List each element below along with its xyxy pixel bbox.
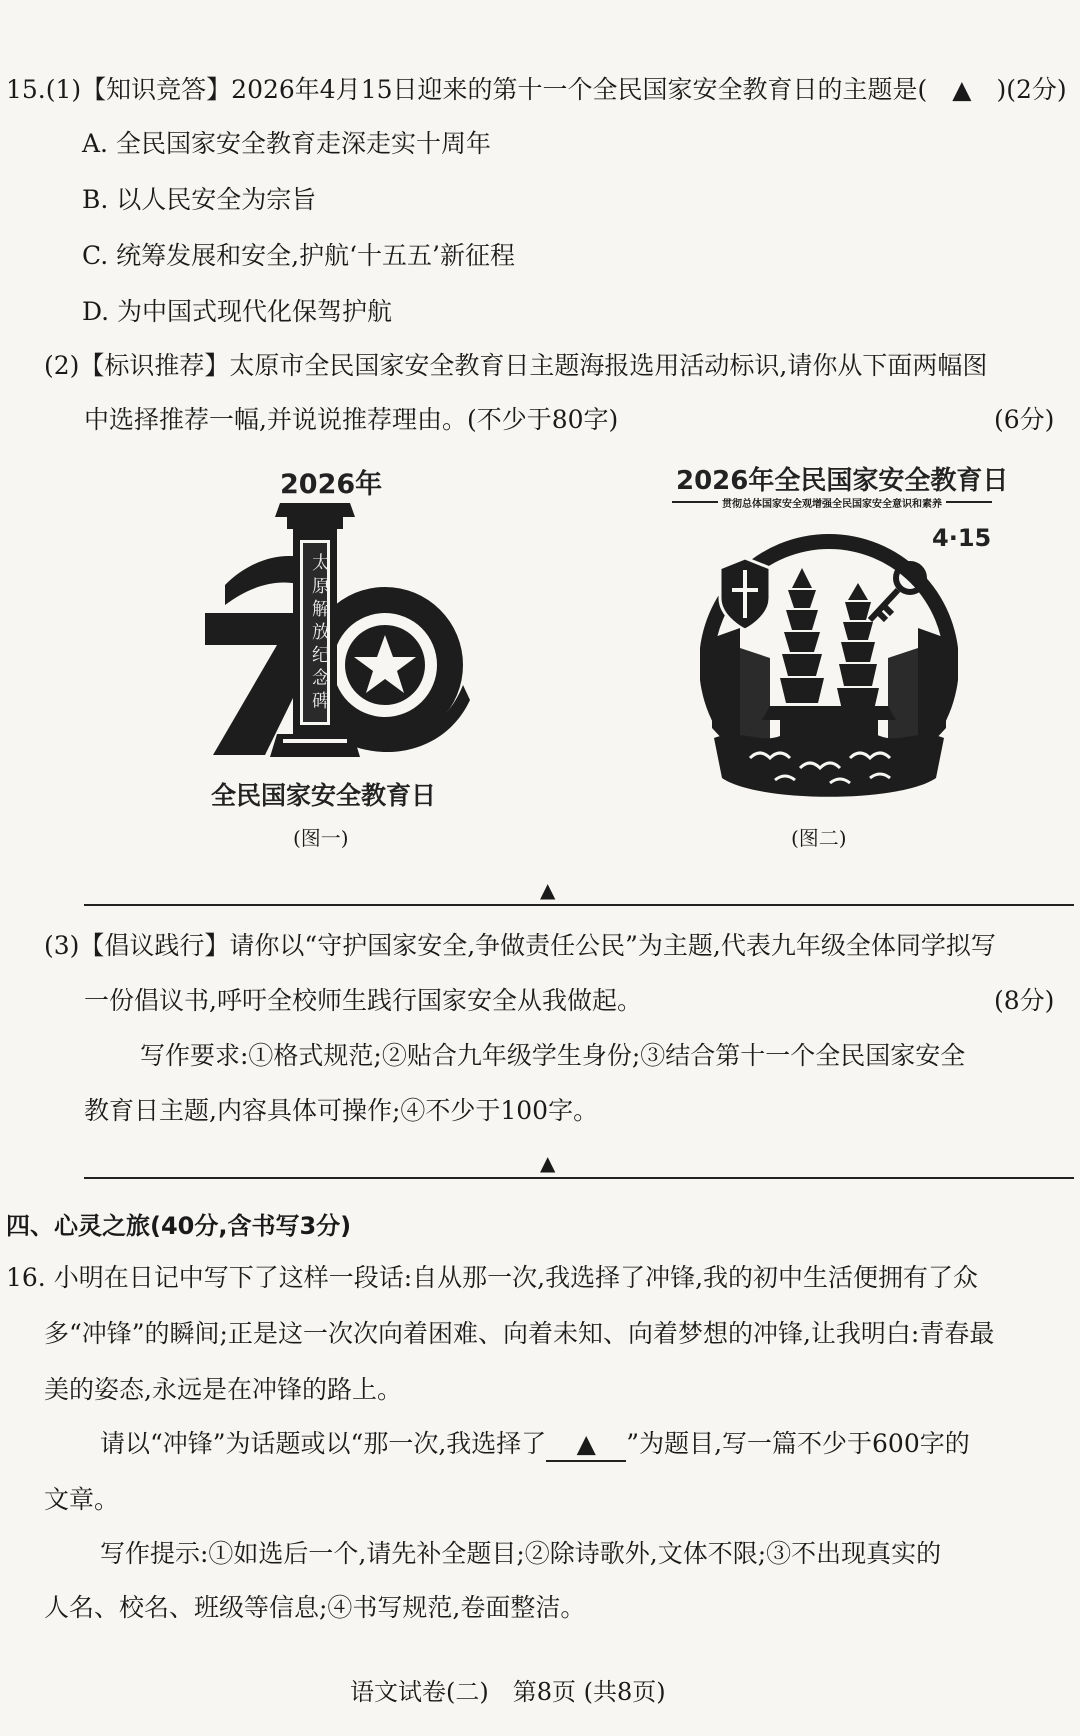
answer-mark-1: ▲ [540,878,556,902]
answer-line-1 [84,904,1074,906]
fig2-emblem-graphic [700,528,958,800]
fig2-date: 4·15 [932,524,992,552]
q15-part2-line1: (2)【标识推荐】太原市全民国家安全教育日主题海报选用活动标识,请你从下面两幅图 [44,351,988,380]
page-footer: 语文试卷(二) 第8页 (共8页) [350,1678,666,1706]
q16-prompt-a: 请以“冲锋”为话题或以“那一次,我选择了 [100,1429,547,1458]
q16-line3: 美的姿态,永远是在冲锋的路上。 [44,1375,402,1404]
q15-stem: 15.(1)【知识竞答】2026年4月15日迎来的第十一个全民国家安全教育日的主题是( ▲ )(2分) [6,75,1067,104]
fig2-caption: (图二) [791,826,847,850]
fig1-bottom-title: 全民国家安全教育日 [211,781,437,810]
q15-part2-line2: 中选择推荐一幅,并说说推荐理由。(不少于80字) [84,405,619,434]
q15-option-d: D. 为中国式现代化保驾护航 [82,297,393,326]
fig2-subtitle: 贯彻总体国家安全观增强全民国家安全意识和素养 [722,498,942,510]
q16-line2: 多“冲锋”的瞬间;正是这一次次向着困难、向着未知、向着梦想的冲锋,让我明白:青春最 [44,1319,995,1348]
fig1-year: 2026年 [280,469,383,500]
fig2-subtitle-row [672,494,992,510]
q16-line1: 16. 小明在日记中写下了这样一段话:自从那一次,我选择了冲锋,我的初中生活便拥有了众 [6,1263,979,1292]
q16-prompt [100,1428,970,1462]
answer-mark-2: ▲ [540,1151,556,1175]
fig2-title: 2026年全民国家安全教育日 [676,466,1009,496]
q16-tip2: 人名、校名、班级等信息;④书写规范,卷面整洁。 [44,1593,586,1622]
q15-option-b: B. 以人民安全为宗旨 [82,185,317,214]
q15-part3-req1: 写作要求:①格式规范;②贴合九年级学生身份;③结合第十一个全民国家安全 [140,1041,966,1070]
q15-part3-req2: 教育日主题,内容具体可操作;④不少于100字。 [84,1096,599,1125]
fig1-monument-text: 太 原 解 放 纪 念 碑 [312,553,330,712]
q15-option-a: A. 全民国家安全教育走深走实十周年 [82,129,491,158]
q15-part3-score: (8分) [994,986,1055,1015]
answer-line-2 [84,1177,1074,1179]
q16-prompt-b: ”为题目,写一篇不少于600字的 [626,1429,970,1458]
q16-tip1: 写作提示:①如选后一个,请先补全题目;②除诗歌外,文体不限;③不出现真实的 [100,1539,942,1568]
fig1-caption: (图一) [293,826,349,850]
section4-heading: 四、心灵之旅(40分,含书写3分) [6,1212,352,1240]
q15-part3-line2: 一份倡议书,呼吁全校师生践行国家安全从我做起。 [84,986,642,1015]
q15-part3-line1: (3)【倡议践行】请你以“守护国家安全,争做责任公民”为主题,代表九年级全体同学拟写 [44,931,996,960]
q16-title-blank: ▲ [546,1428,626,1462]
q15-option-c: C. 统筹发展和安全,护航‘十五五’新征程 [82,241,515,270]
q15-part2-score: (6分) [994,405,1055,434]
q16-prompt-line2: 文章。 [44,1485,120,1514]
